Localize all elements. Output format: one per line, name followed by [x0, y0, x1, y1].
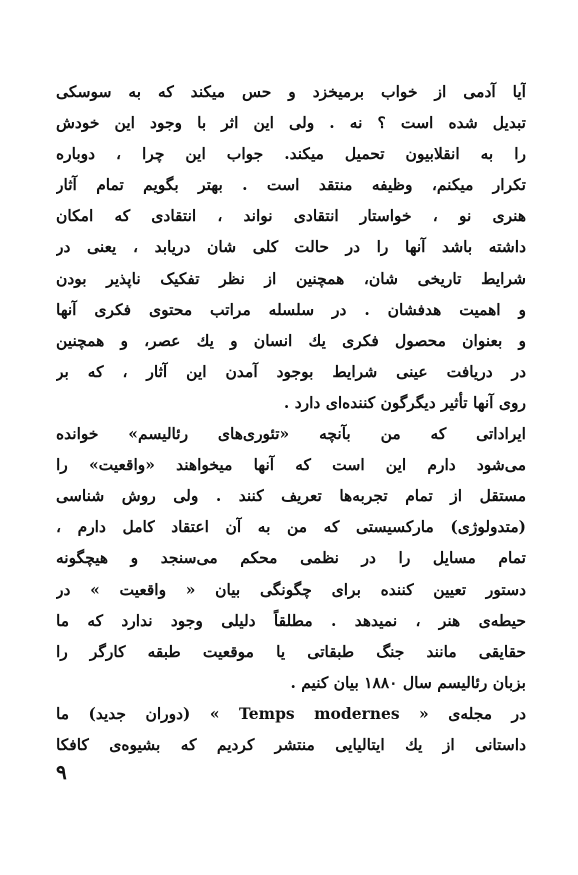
- text-line: داستانی از یك ایتالیایی منتشر کردیم که بشیوه‌ی کافکا: [56, 734, 526, 754]
- text-line: تمام مسایل را در نظمی محکم می‌سنجد و هیچگونه: [56, 548, 526, 568]
- text-line: در دریافت عینی شرایط بوجود آمدن این آثار ، که بر: [56, 361, 526, 381]
- text-line: و بعنوان محصول فکری یك انسان و یك عصر، و همچنین: [56, 330, 526, 350]
- text-line: و اهمیت هدفشان . در سلسله مراتب محتوی فکری آنها: [56, 299, 526, 319]
- text-line: دستور تعیین کننده برای چگونگی بیان « واقعیت » در: [56, 579, 526, 599]
- text-line: می‌شود دارم این است که آنها میخواهند «واقعیت» را: [56, 455, 526, 475]
- text-line: ایراداتی که من بآنچه «تئوری‌های رئالیسم» خوانده: [56, 424, 526, 444]
- body-text: [56, 76, 526, 760]
- text-line: شرایط تاریخی شان، همچنین از نظر تفکیک ناپذیر بودن: [56, 268, 526, 288]
- text-line: آیا آدمی از خواب برمیخزد و حس میکند که به سوسکی: [56, 82, 526, 101]
- page-number: ۹: [56, 760, 67, 784]
- text-line: را به انقلابیون تحمیل میکند. جواب این چرا ، دوباره: [56, 144, 526, 164]
- text-line: هنری نو ، خواستار انتقادی نواند ، انتقادی که امکان: [56, 206, 526, 226]
- paragraph-end-line: روی آنها تأثیر دیگرگون کننده‌ای دارد .: [283, 392, 526, 412]
- text-line: تبدیل شده است ؟ نه . ولی این اثر با وجود این خودش: [56, 113, 526, 133]
- text-line: در مجله‌ی « Temps modernes » (دوران جدید) ما: [56, 703, 526, 723]
- text-line: (متدولوژی) مارکسیستی که من به آن اعتقاد کامل دارم ،: [56, 517, 526, 537]
- text-line: داشته باشد آنها را در حالت کلی شان دریابد ، یعنی در: [56, 237, 526, 257]
- text-line: حقایقی مانند جنگ طبقاتی یا موقعیت طبقه کارگر را: [56, 641, 526, 661]
- text-line: مستقل از تمام تجربه‌ها تعریف کنند . ولی روش شناسی: [56, 486, 526, 506]
- paragraph-end-line: بزبان رئالیسم سال ۱۸۸۰ بیان کنیم .: [290, 672, 526, 692]
- text-line: حیطه‌ی هنر ، نمیدهد . مطلقاً دلیلی وجود ندارد که ما: [56, 610, 526, 630]
- text-line: تکرار میکنم، وظیفه منتقد است . بهتر بگویم تمام آثار: [56, 175, 526, 195]
